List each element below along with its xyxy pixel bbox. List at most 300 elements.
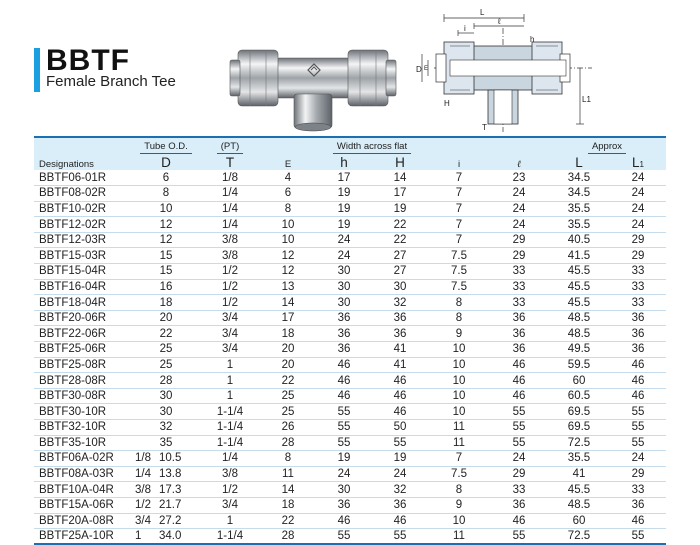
- table-cell: 36: [316, 310, 372, 326]
- table-cell: BBTF30-08R: [34, 388, 132, 404]
- table-cell: 34.5: [548, 170, 610, 186]
- table-cell: 8: [260, 451, 316, 467]
- table-cell: 10: [428, 357, 490, 373]
- table-cell: 28: [260, 529, 316, 545]
- table-cell: 55: [610, 404, 666, 420]
- table-cell: 46: [610, 388, 666, 404]
- table-cell: 35.5: [548, 217, 610, 233]
- table-cell: 36: [610, 342, 666, 358]
- table-row: [34, 420, 666, 436]
- table-cell: 17: [260, 310, 316, 326]
- table-cell: 6: [260, 186, 316, 202]
- table-cell: 10: [132, 201, 200, 217]
- table-cell: 45.5: [548, 279, 610, 295]
- table-cell: 32: [372, 482, 428, 498]
- tube-od-mm: 27.2: [159, 514, 182, 527]
- table-cell: 19: [316, 451, 372, 467]
- table-cell: 1: [200, 388, 260, 404]
- table-cell: BBTF15-04R: [34, 264, 132, 280]
- table-cell: 8: [260, 201, 316, 217]
- table-cell: 4: [260, 170, 316, 186]
- table-cell: 48.5: [548, 326, 610, 342]
- product-name-subtitle: Female Branch Tee: [46, 73, 176, 90]
- col-header-designations: Designations: [34, 137, 132, 170]
- table-cell: 15: [132, 248, 200, 264]
- table-cell: 27: [372, 264, 428, 280]
- table-row: [34, 373, 666, 389]
- table-row: [34, 466, 666, 482]
- table-cell: 46: [610, 513, 666, 529]
- table-cell: 24: [490, 217, 548, 233]
- table-cell: 9: [428, 497, 490, 513]
- table-cell: 36: [490, 310, 548, 326]
- drawing-label-i: i: [464, 24, 466, 33]
- table-cell: 46: [490, 373, 548, 389]
- col-header-i: i: [428, 137, 490, 170]
- table-cell: 29: [610, 232, 666, 248]
- table-cell: 36: [372, 497, 428, 513]
- table-cell: 22: [132, 326, 200, 342]
- table-row: [34, 497, 666, 513]
- table-cell: 32: [372, 295, 428, 311]
- table-row: [34, 326, 666, 342]
- table-cell: [132, 497, 200, 513]
- table-cell: 7: [428, 232, 490, 248]
- table-cell: 36: [490, 342, 548, 358]
- table-cell: 1-1/4: [200, 529, 260, 545]
- table-cell: BBTF12-02R: [34, 217, 132, 233]
- table-cell: 24: [610, 170, 666, 186]
- table-cell: 8: [428, 310, 490, 326]
- table-cell: BBTF08A-03R: [34, 466, 132, 482]
- col-header-pt: (PT): [200, 137, 260, 154]
- table-body-metric: [34, 170, 666, 451]
- table-cell: BBTF12-03R: [34, 232, 132, 248]
- table-cell: 24: [490, 451, 548, 467]
- table-cell: 69.5: [548, 420, 610, 436]
- table-cell: 10: [428, 388, 490, 404]
- table-cell: 36: [316, 326, 372, 342]
- table-cell: 22: [260, 373, 316, 389]
- table-cell: 24: [490, 186, 548, 202]
- table-cell: 7: [428, 186, 490, 202]
- table-cell: 28: [260, 435, 316, 451]
- col-header-width-across-flat: Width across flat: [316, 137, 428, 154]
- table-cell: 1: [200, 373, 260, 389]
- tube-od-inch: 3/8: [135, 483, 151, 496]
- table-cell: 25: [132, 342, 200, 358]
- table-row: [34, 310, 666, 326]
- table-cell: 24: [610, 451, 666, 467]
- table-cell: 33: [490, 295, 548, 311]
- table-cell: 12: [132, 232, 200, 248]
- table-cell: 30: [316, 295, 372, 311]
- table-cell: BBTF06-01R: [34, 170, 132, 186]
- drawing-label-L1: L1: [582, 95, 591, 104]
- table-cell: 41: [372, 357, 428, 373]
- table-cell: 33: [490, 482, 548, 498]
- table-cell: 60: [548, 513, 610, 529]
- table-cell: 11: [428, 435, 490, 451]
- table-cell: 27: [372, 248, 428, 264]
- table-cell: 24: [316, 232, 372, 248]
- table-cell: 55: [316, 529, 372, 545]
- table-cell: 30: [316, 279, 372, 295]
- col-header-L1: L1: [610, 154, 666, 170]
- table-cell: 14: [260, 295, 316, 311]
- tube-od-inch: 3/4: [135, 514, 151, 527]
- table-cell: 11: [260, 466, 316, 482]
- col-header-H: H: [372, 154, 428, 170]
- table-cell: 48.5: [548, 497, 610, 513]
- table-cell: 36: [316, 342, 372, 358]
- tube-od-mm: 13.8: [159, 468, 182, 481]
- table-cell: 36: [490, 497, 548, 513]
- table-cell: 36: [490, 326, 548, 342]
- table-cell: 46: [316, 388, 372, 404]
- table-cell: 19: [316, 186, 372, 202]
- table-cell: 46: [316, 373, 372, 389]
- table-cell: 24: [610, 186, 666, 202]
- table-cell: 46: [610, 357, 666, 373]
- table-cell: 41: [372, 342, 428, 358]
- table-cell: 46: [610, 373, 666, 389]
- table-cell: 24: [610, 217, 666, 233]
- table-cell: 30: [372, 279, 428, 295]
- table-cell: 36: [316, 497, 372, 513]
- table-cell: 36: [372, 310, 428, 326]
- table-cell: BBTF18-04R: [34, 295, 132, 311]
- table-cell: 17: [372, 186, 428, 202]
- table-cell: 1: [200, 513, 260, 529]
- table-cell: 20: [260, 357, 316, 373]
- table-cell: 28: [132, 373, 200, 389]
- col-header-D: D: [132, 154, 200, 170]
- table-cell: BBTF22-06R: [34, 326, 132, 342]
- table-cell: 19: [372, 201, 428, 217]
- table-cell: BBTF15A-06R: [34, 497, 132, 513]
- table-cell: 55: [372, 435, 428, 451]
- table-cell: 10: [260, 217, 316, 233]
- table-cell: 55: [490, 404, 548, 420]
- table-cell: BBTF15-03R: [34, 248, 132, 264]
- table-cell: BBTF25-06R: [34, 342, 132, 358]
- table-cell: 33: [490, 264, 548, 280]
- table-cell: BBTF30-10R: [34, 404, 132, 420]
- table-cell: 35.5: [548, 451, 610, 467]
- table-cell: 46: [372, 513, 428, 529]
- drawing-label-L: L: [480, 8, 485, 17]
- table-cell: 36: [610, 310, 666, 326]
- table-cell: 17: [316, 170, 372, 186]
- table-row: [34, 170, 666, 186]
- table-cell: 55: [610, 529, 666, 545]
- table-cell: BBTF25-08R: [34, 357, 132, 373]
- table-row: [34, 248, 666, 264]
- table-cell: 29: [490, 232, 548, 248]
- table-cell: 18: [260, 497, 316, 513]
- table-cell: 33: [610, 264, 666, 280]
- table-cell: 33: [610, 279, 666, 295]
- table-cell: 72.5: [548, 529, 610, 545]
- table-cell: 55: [316, 435, 372, 451]
- table-cell: 18: [132, 295, 200, 311]
- product-photo-image: [228, 36, 398, 132]
- table-cell: 20: [260, 342, 316, 358]
- table-cell: 46: [372, 373, 428, 389]
- table-row: [34, 201, 666, 217]
- table-row: [34, 513, 666, 529]
- table-row: [34, 482, 666, 498]
- table-cell: 7.5: [428, 279, 490, 295]
- table-cell: [132, 466, 200, 482]
- table-cell: 24: [490, 201, 548, 217]
- table-cell: 24: [316, 466, 372, 482]
- table-cell: BBTF25A-10R: [34, 529, 132, 545]
- table-cell: 19: [372, 451, 428, 467]
- col-header-approx: Approx: [548, 137, 666, 154]
- table-cell: BBTF10-02R: [34, 201, 132, 217]
- table-cell: 46: [490, 513, 548, 529]
- tube-od-inch: 1/8: [135, 452, 151, 465]
- table-cell: 32: [132, 420, 200, 436]
- table-row: [34, 295, 666, 311]
- table-cell: 69.5: [548, 404, 610, 420]
- table-cell: 1/4: [200, 451, 260, 467]
- table-cell: 25: [260, 388, 316, 404]
- table-cell: 60.5: [548, 388, 610, 404]
- table-cell: 22: [260, 513, 316, 529]
- table-cell: 7: [428, 217, 490, 233]
- table-cell: 10: [428, 342, 490, 358]
- table-cell: 7: [428, 170, 490, 186]
- table-cell: 30: [316, 264, 372, 280]
- drawing-label-D: D: [416, 65, 422, 74]
- table-cell: 18: [260, 326, 316, 342]
- drawing-label-H: H: [444, 99, 450, 108]
- table-cell: 30: [316, 482, 372, 498]
- table-cell: BBTF28-08R: [34, 373, 132, 389]
- table-cell: [132, 451, 200, 467]
- table-cell: 1/2: [200, 279, 260, 295]
- table-cell: 55: [610, 435, 666, 451]
- table-cell: [132, 529, 200, 545]
- table-row: [34, 451, 666, 467]
- table-cell: 24: [316, 248, 372, 264]
- table-cell: 55: [610, 420, 666, 436]
- table-cell: 10: [428, 373, 490, 389]
- table-cell: 7.5: [428, 248, 490, 264]
- table-cell: 45.5: [548, 295, 610, 311]
- table-cell: 8: [428, 295, 490, 311]
- table-cell: 8: [428, 482, 490, 498]
- table-row: [34, 342, 666, 358]
- drawing-label-h: h: [530, 35, 535, 44]
- table-cell: 41.5: [548, 248, 610, 264]
- table-cell: 3/4: [200, 310, 260, 326]
- table-cell: 10: [260, 232, 316, 248]
- table-cell: 33: [490, 279, 548, 295]
- table-cell: 1-1/4: [200, 435, 260, 451]
- table-cell: 9: [428, 326, 490, 342]
- table-cell: 19: [316, 217, 372, 233]
- table-cell: 33: [610, 482, 666, 498]
- title-accent-bar: [34, 48, 40, 92]
- table-cell: 3/8: [200, 248, 260, 264]
- tube-od-mm: 10.5: [159, 452, 182, 465]
- col-header-ell: ℓ: [490, 137, 548, 170]
- table-cell: 1/2: [200, 295, 260, 311]
- col-header-h: h: [316, 154, 372, 170]
- table-cell: [132, 482, 200, 498]
- table-cell: 25: [260, 404, 316, 420]
- table-cell: 12: [260, 264, 316, 280]
- table-cell: 1/4: [200, 201, 260, 217]
- table-cell: [132, 513, 200, 529]
- table-cell: 30: [132, 388, 200, 404]
- col-header-E: E: [260, 137, 316, 170]
- table-cell: 12: [260, 248, 316, 264]
- table-cell: 13: [260, 279, 316, 295]
- table-cell: 46: [372, 388, 428, 404]
- table-cell: 48.5: [548, 310, 610, 326]
- table-cell: 14: [260, 482, 316, 498]
- table-cell: 3/4: [200, 326, 260, 342]
- table-cell: 55: [490, 420, 548, 436]
- table-cell: 46: [316, 513, 372, 529]
- table-cell: 1/4: [200, 217, 260, 233]
- table-cell: 36: [610, 326, 666, 342]
- table-cell: 36: [610, 497, 666, 513]
- tube-od-mm: 34.0: [159, 530, 182, 543]
- table-cell: 1: [200, 357, 260, 373]
- table-cell: 72.5: [548, 435, 610, 451]
- table-cell: 46: [316, 357, 372, 373]
- drawing-label-ell: ℓ: [498, 17, 501, 26]
- table-cell: 59.5: [548, 357, 610, 373]
- table-cell: 22: [372, 217, 428, 233]
- table-cell: 55: [490, 435, 548, 451]
- product-code-title: BBTF: [46, 44, 130, 77]
- table-cell: BBTF08-02R: [34, 186, 132, 202]
- table-cell: 29: [610, 466, 666, 482]
- table-row: [34, 404, 666, 420]
- tube-od-inch: 1/4: [135, 468, 151, 481]
- table-cell: 7: [428, 451, 490, 467]
- tube-od-inch: 1: [135, 530, 142, 543]
- table-cell: 55: [316, 420, 372, 436]
- table-cell: 11: [428, 420, 490, 436]
- col-header-tube-od: Tube O.D.: [132, 137, 200, 154]
- table-cell: 7.5: [428, 264, 490, 280]
- table-cell: BBTF16-04R: [34, 279, 132, 295]
- table-cell: BBTF20A-08R: [34, 513, 132, 529]
- table-cell: 29: [490, 248, 548, 264]
- table-row: [34, 529, 666, 545]
- table-cell: 60: [548, 373, 610, 389]
- table-cell: 35.5: [548, 201, 610, 217]
- table-cell: 3/8: [200, 466, 260, 482]
- table-cell: 19: [316, 201, 372, 217]
- table-cell: 25: [132, 357, 200, 373]
- table-cell: 1-1/4: [200, 420, 260, 436]
- table-cell: 36: [372, 326, 428, 342]
- table-row: [34, 388, 666, 404]
- dimension-drawing: [414, 6, 604, 134]
- table-cell: 46: [372, 404, 428, 420]
- table-cell: 10: [428, 513, 490, 529]
- table-cell: 46: [490, 357, 548, 373]
- table-cell: 7.5: [428, 466, 490, 482]
- table-cell: 33: [610, 295, 666, 311]
- table-cell: 3/8: [200, 232, 260, 248]
- table-cell: 11: [428, 529, 490, 545]
- tube-od-mm: 21.7: [159, 499, 182, 512]
- table-cell: 29: [610, 248, 666, 264]
- table-cell: 46: [490, 388, 548, 404]
- table-cell: BBTF20-06R: [34, 310, 132, 326]
- table-cell: 22: [372, 232, 428, 248]
- col-header-T: T: [200, 154, 260, 170]
- table-cell: 1/8: [200, 170, 260, 186]
- table-cell: 3/4: [200, 497, 260, 513]
- table-cell: 7: [428, 201, 490, 217]
- table-cell: 1/2: [200, 264, 260, 280]
- tube-od-inch: 1/2: [135, 499, 151, 512]
- table-cell: 55: [316, 404, 372, 420]
- table-cell: BBTF32-10R: [34, 420, 132, 436]
- table-cell: 24: [372, 466, 428, 482]
- table-cell: 40.5: [548, 232, 610, 248]
- table-row: [34, 232, 666, 248]
- table-cell: 45.5: [548, 482, 610, 498]
- table-cell: 34.5: [548, 186, 610, 202]
- table-cell: 30: [132, 404, 200, 420]
- table-cell: 26: [260, 420, 316, 436]
- table-row: [34, 357, 666, 373]
- table-cell: 45.5: [548, 264, 610, 280]
- table-cell: BBTF10A-04R: [34, 482, 132, 498]
- drawing-label-E: E: [424, 66, 429, 72]
- table-cell: 8: [132, 186, 200, 202]
- table-body-inch: [34, 451, 666, 545]
- table-row: [34, 186, 666, 202]
- spec-table: [34, 136, 666, 545]
- table-row: [34, 217, 666, 233]
- table-cell: 1/4: [200, 186, 260, 202]
- table-cell: 1-1/4: [200, 404, 260, 420]
- table-cell: 29: [490, 466, 548, 482]
- table-cell: 55: [372, 529, 428, 545]
- table-cell: 10: [428, 404, 490, 420]
- table-row: [34, 264, 666, 280]
- table-cell: 1/2: [200, 482, 260, 498]
- table-row: [34, 279, 666, 295]
- table-cell: 14: [372, 170, 428, 186]
- table-cell: 12: [132, 217, 200, 233]
- table-cell: BBTF35-10R: [34, 435, 132, 451]
- drawing-label-T: T: [482, 123, 487, 132]
- table-cell: 50: [372, 420, 428, 436]
- table-cell: 6: [132, 170, 200, 186]
- table-cell: 16: [132, 279, 200, 295]
- table-row: [34, 435, 666, 451]
- table-cell: 35: [132, 435, 200, 451]
- table-cell: 15: [132, 264, 200, 280]
- table-cell: 24: [610, 201, 666, 217]
- table-cell: 55: [490, 529, 548, 545]
- tube-od-mm: 17.3: [159, 483, 182, 496]
